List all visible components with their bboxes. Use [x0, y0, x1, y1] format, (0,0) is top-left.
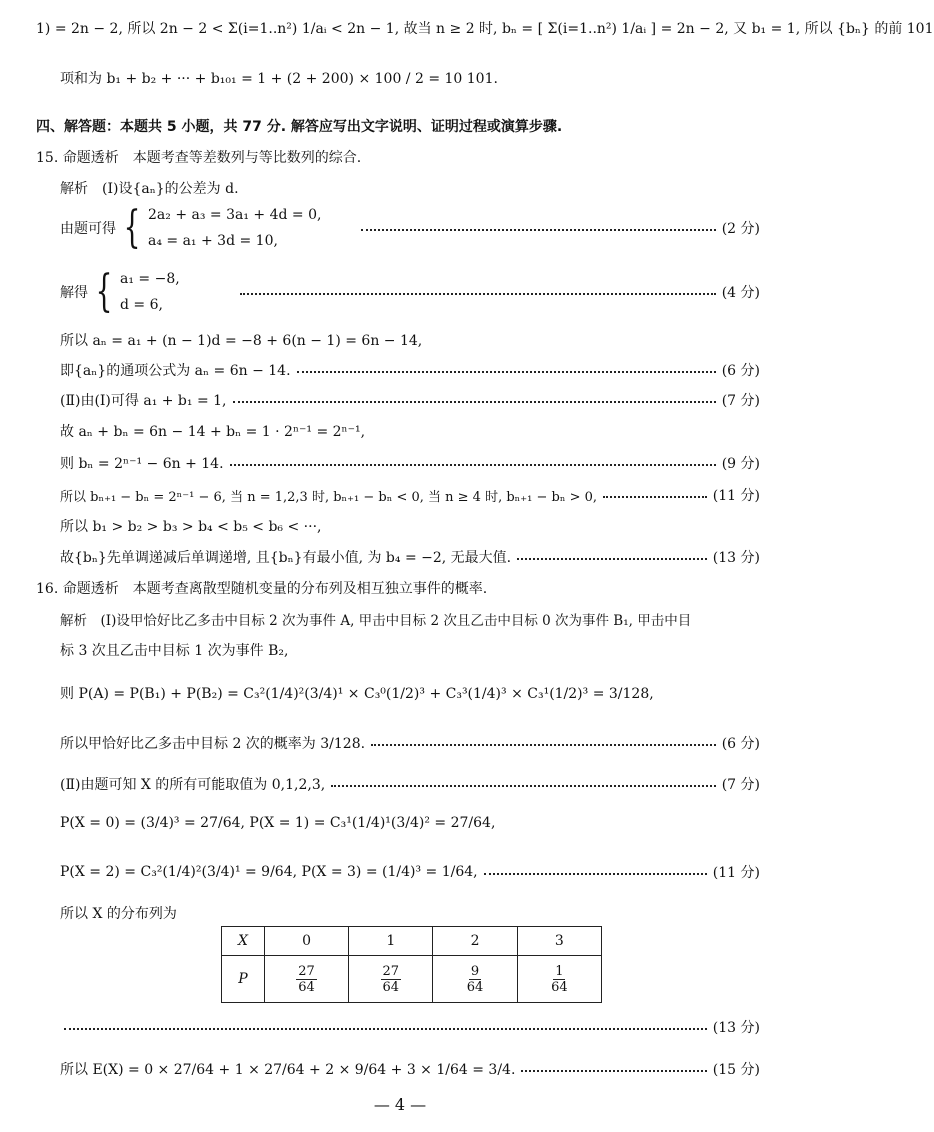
question-16-heading: [36, 578, 760, 598]
line-text: 故 aₙ + bₙ = 6n − 14 + bₙ = 1 · 2ⁿ⁻¹ = 2ⁿ⁻¹,: [60, 424, 366, 440]
line-text: P(X = 2) = C₃²(1/4)²(3/4)¹ = 9/64, P(X = 3) = (1/4)³ = 1/64,: [60, 864, 478, 880]
fraction-denominator: 64: [382, 980, 400, 995]
solution-line: [60, 903, 760, 923]
equation-row: 2a₂ + a₃ = 3a₁ + 4d = 0,: [148, 207, 322, 223]
line-text: 所以 aₙ = a₁ + (n − 1)d = −8 + 6(n − 1) = 6n − 14,: [60, 333, 423, 349]
table-header-cell: 1: [349, 927, 433, 956]
line-text: 解析 (Ⅰ)设甲恰好比乙多击中目标 2 次为事件 A, 甲击中目标 2 次且乙击中目标 0 次为事件 B₁, 甲击中目: [60, 613, 692, 629]
score-label: (13 分): [712, 1020, 760, 1036]
score-label: (2 分): [721, 221, 760, 237]
question-heading-text: 15. 命题透析 本题考查等差数列与等比数列的综合.: [36, 150, 362, 166]
line-text: 所以 b₁ > b₂ > b₃ > b₄ < b₅ < b₆ < ···,: [60, 519, 322, 535]
table-row-label: P: [222, 956, 265, 1003]
dot-leader: [371, 744, 716, 746]
solution-line: [60, 421, 760, 441]
fraction: [549, 964, 570, 995]
line-text: 由题可得: [60, 221, 116, 237]
solution-line: [60, 815, 760, 831]
question-15-heading: [36, 147, 760, 167]
solution-line: [60, 516, 760, 536]
equation-system: [116, 202, 322, 253]
line-text: (Ⅱ)由题可知 X 的所有可能取值为 0,1,2,3,: [60, 777, 326, 793]
solution-line: [60, 733, 760, 753]
dot-leader: [521, 1070, 706, 1072]
solution-line: [60, 178, 760, 198]
solution-line: [60, 1017, 760, 1037]
line-text: 故{bₙ}先单调递减后单调递增, 且{bₙ}有最小值, 为 b₄ = −2, 无最大值.: [60, 550, 512, 566]
equation-row: d = 6,: [120, 297, 163, 313]
solution-line: [60, 640, 760, 660]
table-header-cell: 2: [433, 927, 517, 956]
solution-line: [36, 18, 934, 38]
section-heading-text: 四、解答题：本题共 5 小题，共 77 分. 解答应写出文字说明、证明过程或演算步骤.: [36, 119, 563, 135]
score-label: (6 分): [721, 363, 760, 379]
solution-line: [60, 330, 760, 350]
table-cell: [349, 956, 433, 1003]
solution-line: [60, 390, 760, 410]
dot-leader: [297, 371, 716, 373]
table-header-cell: X: [222, 927, 265, 956]
line-text: 解析 (Ⅰ)设{aₙ}的公差为 d.: [60, 181, 239, 197]
line-text: 则 bₙ = 2ⁿ⁻¹ − 6n + 14.: [60, 456, 224, 472]
score-label: (11 分): [712, 488, 760, 504]
score-label: (15 分): [712, 1062, 760, 1078]
line-text: 即{aₙ}的通项公式为 aₙ = 6n − 14.: [60, 363, 291, 379]
table-cell: [517, 956, 601, 1003]
fraction-denominator: 64: [298, 980, 315, 995]
table-header-cell: 3: [517, 927, 601, 956]
equation-row: a₄ = a₁ + 3d = 10,: [148, 233, 278, 249]
solution-line: [60, 609, 760, 629]
table-cell: [264, 956, 348, 1003]
fraction-numerator: 27: [298, 964, 315, 979]
line-text: 项和为 b₁ + b₂ + ··· + b₁₀₁ = 1 + (2 + 200) × 100 / 2 = 10 101.: [60, 71, 498, 87]
score-label: (6 分): [721, 736, 760, 752]
solution-line: [60, 453, 760, 473]
dot-leader: [603, 496, 707, 498]
fraction-numerator: 9: [470, 964, 480, 979]
fraction-numerator: 1: [555, 964, 564, 979]
line-text: P(X = 0) = (3/4)³ = 27/64, P(X = 1) = C₃¹(1/4)¹(3/4)² = 27/64,: [60, 815, 496, 831]
fraction-denominator: 64: [466, 980, 484, 995]
left-brace-glyph: {: [123, 202, 141, 253]
equation-system: [88, 266, 180, 317]
table-cell: [433, 956, 517, 1003]
score-label: (11 分): [712, 865, 760, 881]
dot-leader: [233, 401, 716, 403]
solution-line: [60, 862, 760, 882]
solution-line: [60, 1059, 760, 1079]
solution-line: [60, 68, 760, 88]
line-text: (Ⅱ)由(Ⅰ)可得 a₁ + b₁ = 1,: [60, 393, 227, 409]
equation-system-line: [60, 202, 760, 253]
score-label: (7 分): [721, 777, 760, 793]
dot-leader: [331, 785, 716, 787]
equation-row: a₁ = −8,: [120, 271, 180, 287]
line-text: 所以 E(X) = 0 × 27/64 + 1 × 27/64 + 2 × 9/64 + 3 × 1/64 = 3/4.: [60, 1062, 516, 1078]
dot-leader: [517, 558, 707, 560]
solution-line: [60, 485, 760, 505]
score-label: (9 分): [721, 456, 760, 472]
score-label: (7 分): [721, 393, 760, 409]
line-text: 所以甲恰好比乙多击中目标 2 次的概率为 3/128.: [60, 736, 366, 752]
fraction-numerator: 27: [382, 964, 400, 979]
fraction: [465, 964, 486, 995]
line-text: 所以 bₙ₊₁ − bₙ = 2ⁿ⁻¹ − 6, 当 n = 1,2,3 时, bₙ₊₁ − bₙ < 0, 当 n ≥ 4 时, bₙ₊₁ − bₙ > 0,: [60, 489, 598, 505]
equation-system-line: [60, 266, 760, 317]
fraction: [296, 964, 317, 995]
solution-line: [60, 547, 760, 567]
dot-leader: [484, 873, 707, 875]
section-heading: [36, 116, 760, 136]
line-text: 1) = 2n − 2, 所以 2n − 2 < Σ(i=1..n²) 1/aᵢ < 2n − 1, 故当 n ≥ 2 时, bₙ = [ Σ(i=1..n²) 1/aᵢ ] = 2n − 2, 又 b₁ = 1, 所以 {bₙ} 的前 101: [36, 21, 934, 37]
line-text: 所以 X 的分布列为: [60, 906, 177, 922]
line-text: 则 P(A) = P(B₁) + P(B₂) = C₃²(1/4)²(3/4)¹ × C₃⁰(1/2)³ + C₃³(1/4)³ × C₃¹(1/2)³ = 3/128,: [60, 686, 654, 702]
solution-line: [60, 360, 760, 380]
solution-line: [60, 774, 760, 794]
score-label: (13 分): [712, 550, 760, 566]
solution-line: [60, 683, 760, 703]
distribution-table: [221, 926, 602, 1003]
table-header-row: [222, 927, 602, 956]
line-text: 解得: [60, 285, 88, 301]
question-heading-text: 16. 命题透析 本题考查离散型随机变量的分布列及相互独立事件的概率.: [36, 581, 488, 597]
dot-leader: [361, 229, 715, 231]
table-row: [222, 956, 602, 1003]
dot-leader: [230, 464, 716, 466]
page-number: — 4 —: [373, 1095, 427, 1114]
line-text: 标 3 次且乙击中目标 1 次为事件 B₂,: [60, 643, 289, 659]
score-label: (4 分): [721, 285, 760, 301]
fraction-denominator: 64: [551, 980, 568, 995]
dot-leader: [64, 1028, 707, 1030]
table-header-cell: 0: [264, 927, 348, 956]
dot-leader: [240, 293, 716, 295]
fraction: [381, 964, 402, 995]
left-brace-glyph: {: [95, 266, 113, 317]
